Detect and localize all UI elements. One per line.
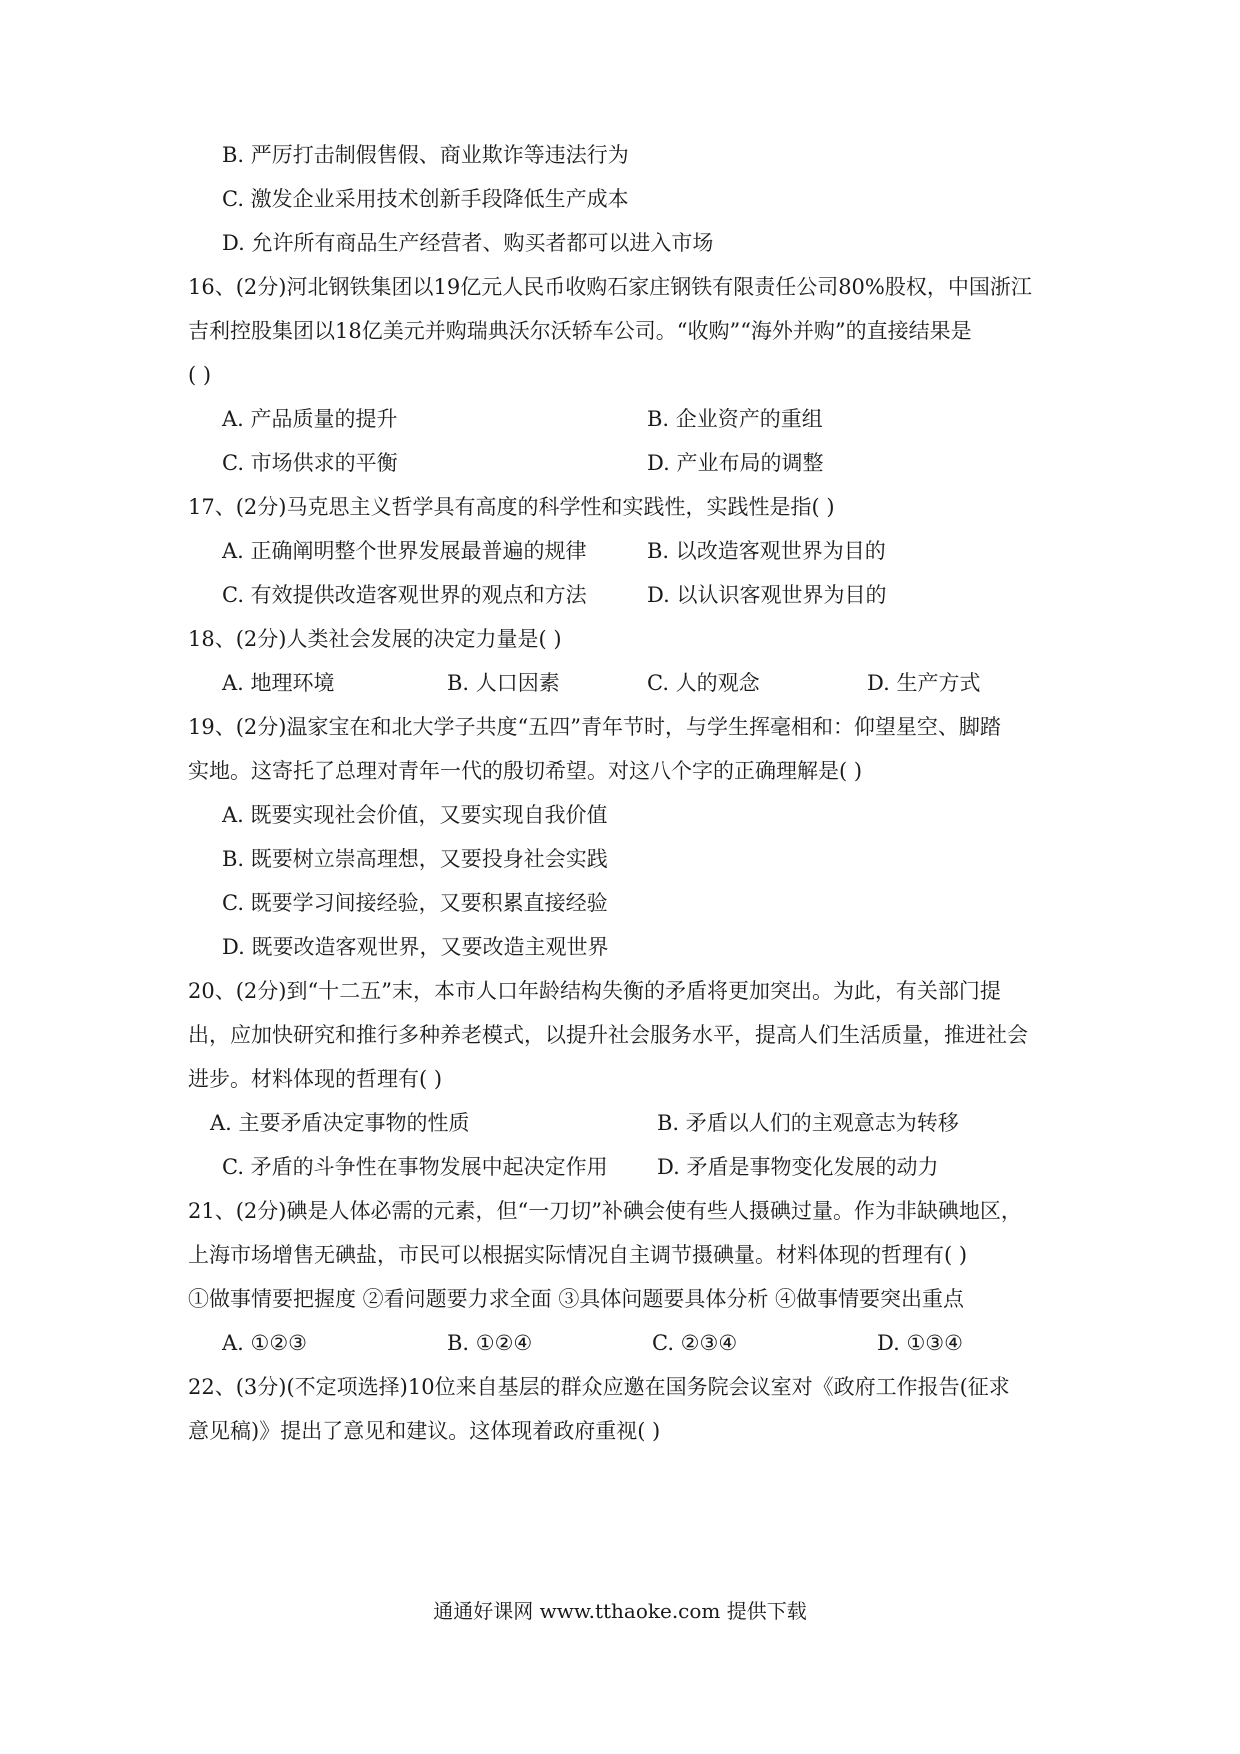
q21-option-c: C. ②③④ <box>652 1331 738 1355</box>
question-20-line: 进步。材料体现的哲理有( ) <box>188 1067 443 1091</box>
question-20-line: 20、(2分)到“十二五”末，本市人口年龄结构失衡的矛盾将更加突出。为此，有关部门提 <box>188 979 1001 1003</box>
option-line: B. 严厉打击制假售假、商业欺诈等违法行为 <box>222 143 629 167</box>
q16-option-d: D. 产业布局的调整 <box>647 451 824 475</box>
question-16-line: ( ) <box>188 363 212 387</box>
q18-option-a: A. 地理环境 <box>222 671 335 695</box>
question-22-line: 22、(3分)(不定项选择)10位来自基层的群众应邀在国务院会议室对《政府工作报告(征求 <box>188 1375 1010 1399</box>
option-line: C. 激发企业采用技术创新手段降低生产成本 <box>222 187 629 211</box>
q16-option-c: C. 市场供求的平衡 <box>222 451 398 475</box>
q21-option-d: D. ①③④ <box>877 1331 963 1355</box>
q17-option-d: D. 以认识客观世界为目的 <box>647 583 887 607</box>
question-18-line: 18、(2分)人类社会发展的决定力量是( ) <box>188 627 562 651</box>
question-21-line: 上海市场增售无碘盐，市民可以根据实际情况自主调节摄碘量。材料体现的哲理有( ) <box>188 1243 968 1267</box>
question-20-line: 出，应加快研究和推行多种养老模式，以提升社会服务水平，提高人们生活质量，推进社会 <box>188 1023 1028 1047</box>
q17-option-c: C. 有效提供改造客观世界的观点和方法 <box>222 583 587 607</box>
q19-option-d: D. 既要改造客观世界，又要改造主观世界 <box>222 935 609 959</box>
q20-option-d: D. 矛盾是事物变化发展的动力 <box>657 1155 939 1179</box>
q16-option-b: B. 企业资产的重组 <box>647 407 823 431</box>
q20-option-c: C. 矛盾的斗争性在事物发展中起决定作用 <box>222 1155 608 1179</box>
option-line: D. 允许所有商品生产经营者、购买者都可以进入市场 <box>222 231 714 255</box>
question-21-statements: ①做事情要把握度 ②看问题要力求全面 ③具体问题要具体分析 ④做事情要突出重点 <box>188 1287 965 1311</box>
question-22-line: 意见稿)》提出了意见和建议。这体现着政府重视( ) <box>188 1419 661 1443</box>
q20-option-a: A. 主要矛盾决定事物的性质 <box>210 1111 470 1135</box>
question-19-line: 19、(2分)温家宝在和北大学子共度“五四”青年节时，与学生挥毫相和：仰望星空、脚踏 <box>188 715 1001 739</box>
q18-option-b: B. 人口因素 <box>447 671 560 695</box>
q19-option-a: A. 既要实现社会价值，又要实现自我价值 <box>222 803 608 827</box>
question-16-line: 吉利控股集团以18亿美元并购瑞典沃尔沃轿车公司。“收购”“海外并购”的直接结果是 <box>188 319 972 343</box>
q19-option-c: C. 既要学习间接经验，又要积累直接经验 <box>222 891 608 915</box>
question-17-line: 17、(2分)马克思主义哲学具有高度的科学性和实践性，实践性是指( ) <box>188 495 835 519</box>
footer-source: 通通好课网 www.tthaoke.com 提供下载 <box>433 1599 807 1623</box>
q21-option-a: A. ①②③ <box>222 1331 307 1355</box>
q20-option-b: B. 矛盾以人们的主观意志为转移 <box>657 1111 959 1135</box>
q21-option-b: B. ①②④ <box>447 1331 533 1355</box>
question-16-line: 16、(2分)河北钢铁集团以19亿元人民币收购石家庄钢铁有限责任公司80%股权，中国浙江 <box>188 275 1032 299</box>
q17-option-b: B. 以改造客观世界为目的 <box>647 539 886 563</box>
q16-option-a: A. 产品质量的提升 <box>222 407 398 431</box>
q18-option-d: D. 生产方式 <box>867 671 981 695</box>
question-21-line: 21、(2分)碘是人体必需的元素，但“一刀切”补碘会使有些人摄碘过量。作为非缺碘地区， <box>188 1199 1022 1223</box>
q17-option-a: A. 正确阐明整个世界发展最普遍的规律 <box>222 539 587 563</box>
question-19-line: 实地。这寄托了总理对青年一代的殷切希望。对这八个字的正确理解是( ) <box>188 759 863 783</box>
q18-option-c: C. 人的观念 <box>647 671 760 695</box>
q19-option-b: B. 既要树立崇高理想，又要投身社会实践 <box>222 847 608 871</box>
